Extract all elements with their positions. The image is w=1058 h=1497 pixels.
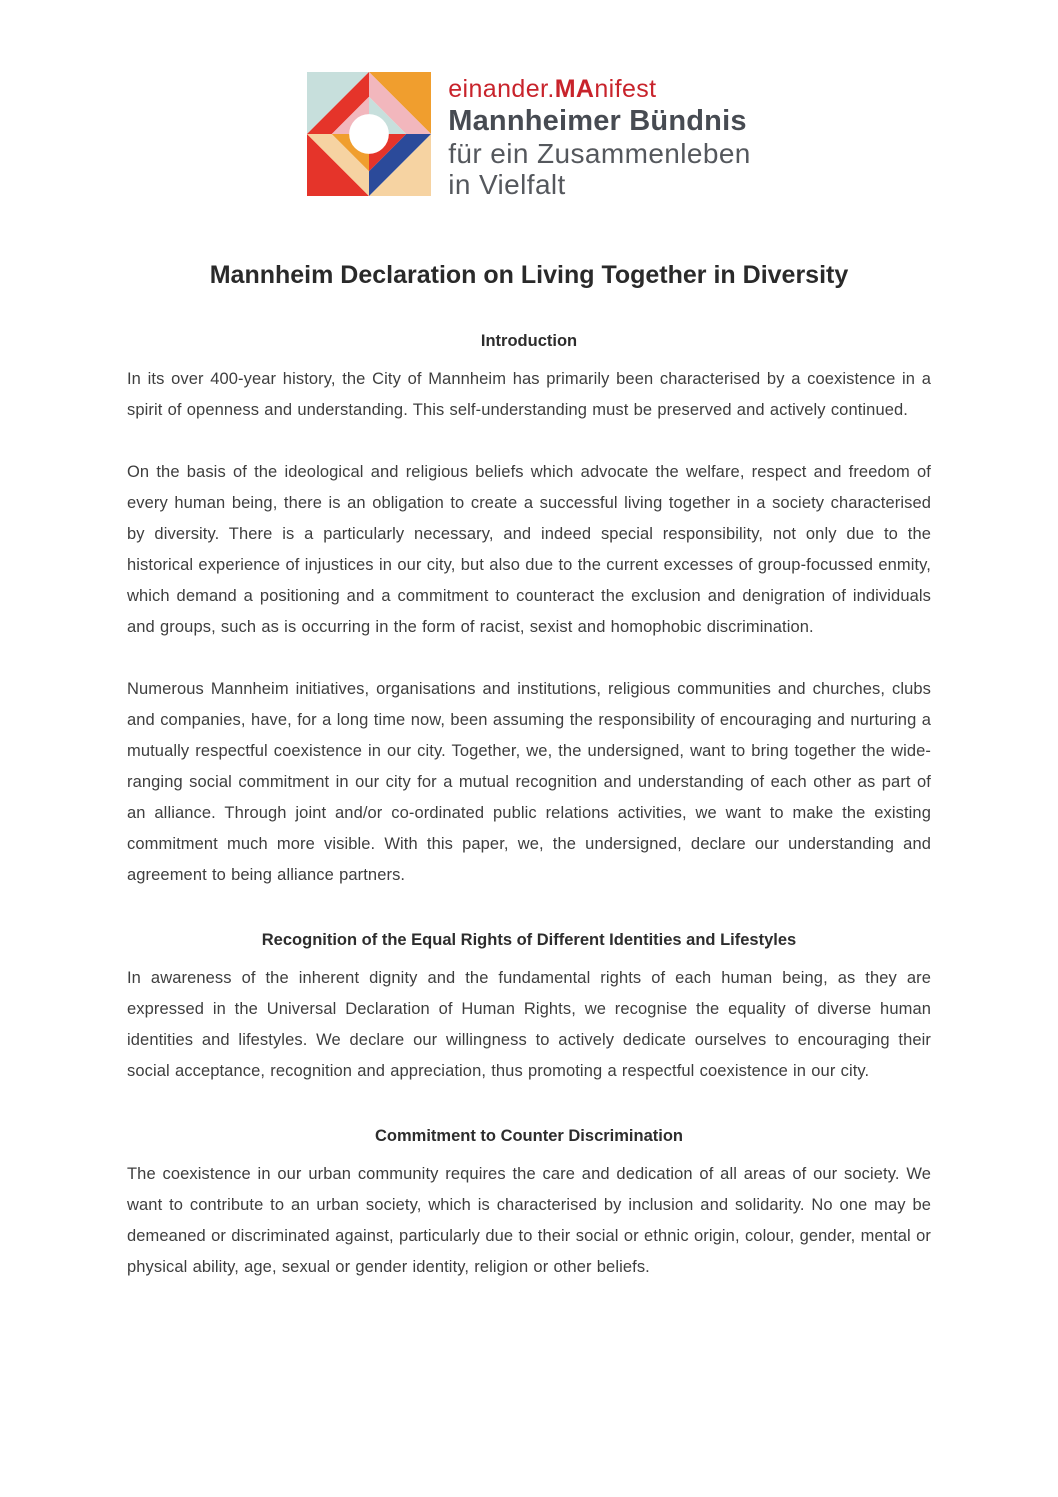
logo-wordmark — [448, 73, 751, 105]
section-heading-recognition: Recognition of the Equal Rights of Different Identities and Lifestyles — [261, 931, 797, 949]
introduction-paragraph-2: On the basis of the ideological and religious beliefs which advocate the welfare, respect and freedom of every human being, there is an obligation to create a successful living together in a society characterised by diversity. There is a particularly necessary, and indeed special responsibility, not only due to the historical experience of injustices in our city, but also due to the current excesses of group-focussed enmity, which demand a positioning and a commitment to counteract the exclusion and denigration of individuals and groups, such as is occurring in the form of racist, sexist and homophobic discrimination. — [127, 463, 931, 636]
logo-tagline-line1: für ein Zusammenleben — [448, 138, 751, 169]
introduction-paragraph-3: Numerous Mannheim initiatives, organisations and institutions, religious communities and churches, clubs and companies, have, for a long time now, been assuming the responsibility of encouraging and nurturing a mutually respectful coexistence in our city. Together, we, the undersigned, want to bring together the wide-ranging social commitment in our city for a mutual recognition and understanding of each other as part of an alliance. Through joint and/or co-ordinated public relations activities, we want to make the existing commitment much more visible. With this paper, we, the undersigned, declare our understanding and agreement to being alliance partners. — [127, 680, 931, 884]
logo-tagline-line2: in Vielfalt — [448, 169, 566, 200]
logo-text — [448, 72, 751, 200]
introduction-paragraph-1: In its over 400-year history, the City of Mannheim has primarily been characterised by a coexistence in a spirit of openness and understanding. This self-understanding must be preserved and actively continued. — [127, 370, 931, 419]
commitment-paragraph-1: The coexistence in our urban community requires the care and dedication of all areas of our society. We want to contribute to an urban society, which is characterised by inclusion and solidarity. No one may be demeaned or discriminated against, particularly due to their social or ethnic origin, colour, gender, mental or physical ability, age, sexual or gender identity, religion or other beliefs. — [127, 1165, 931, 1276]
section-heading-commitment: Commitment to Counter Discrimination — [374, 1127, 683, 1145]
section-heading-introduction: Introduction — [480, 332, 578, 350]
logo-block — [0, 0, 1058, 200]
diversity-diamond-logo-icon — [307, 72, 431, 196]
logo-wordmark-bold: MA — [554, 75, 595, 103]
logo-wordmark-suffix: nifest — [594, 75, 657, 103]
logo-center-circle-shape — [349, 114, 389, 154]
logo-subtitle: Mannheimer Bündnis — [448, 105, 747, 137]
recognition-paragraph-1: In awareness of the inherent dignity and the fundamental rights of each human being, as they are expressed in the Universal Declaration of Human Rights, we recognise the equality of diverse human identities and lifestyles. We declare our willingness to actively dedicate ourselves to encouraging their social acceptance, recognition and appreciation, thus promoting a respectful coexistence in our city. — [127, 969, 931, 1080]
document-title: Mannheim Declaration on Living Together in Diversity — [209, 261, 849, 289]
logo-wordmark-prefix: einander. — [448, 75, 555, 103]
document-body — [127, 258, 931, 1283]
